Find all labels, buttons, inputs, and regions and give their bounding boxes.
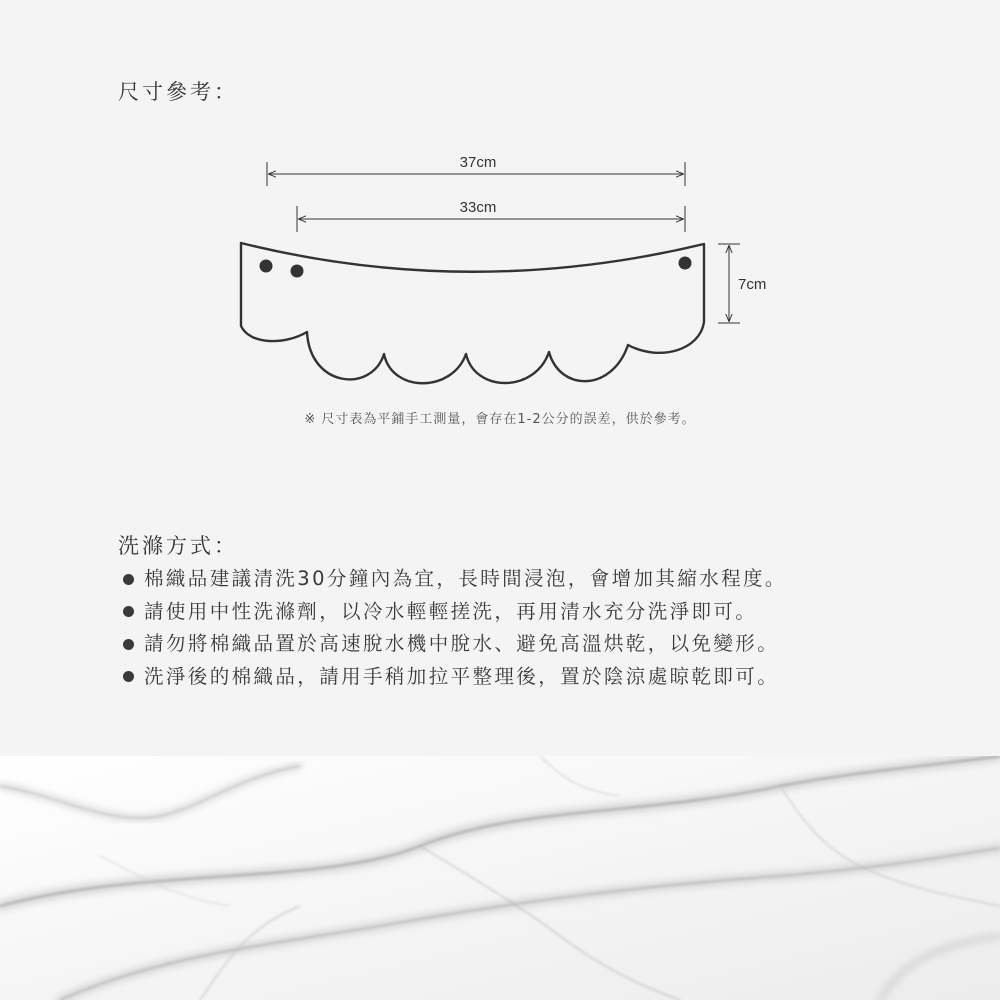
washing-instruction-text: 請勿將棉織品置於高速脫水機中脫水、避免高溫烘乾，以免變形。 bbox=[144, 632, 780, 655]
washing-method-heading: 洗滌方式： bbox=[118, 534, 238, 558]
outer-width-dimension bbox=[267, 154, 685, 186]
inner-width-dimension bbox=[297, 199, 685, 232]
list-item bbox=[118, 628, 787, 661]
washing-instructions-list bbox=[118, 563, 787, 693]
snap-button-3 bbox=[679, 257, 692, 270]
bullet-icon bbox=[123, 671, 134, 682]
marble-background-image bbox=[0, 756, 1000, 1000]
list-item bbox=[118, 596, 787, 629]
list-item bbox=[118, 563, 787, 596]
size-reference-heading: 尺寸參考： bbox=[118, 80, 238, 104]
bullet-icon bbox=[123, 639, 134, 650]
height-dimension bbox=[718, 244, 766, 323]
list-item bbox=[118, 661, 787, 694]
measurement-note: ※ 尺寸表為平鋪手工測量，會存在1-2公分的誤差，供於參考。 bbox=[304, 412, 696, 427]
washing-instruction-text: 洗淨後的棉織品，請用手稍加拉平整理後，置於陰涼處晾乾即可。 bbox=[144, 664, 780, 688]
size-diagram bbox=[0, 140, 1000, 400]
height-label: 7cm bbox=[738, 276, 767, 293]
inner-width-label: 33cm bbox=[459, 199, 497, 216]
washing-instruction-text: 棉織品建議清洗30分鐘內為宜，長時間浸泡，會增加其縮水程度。 bbox=[144, 567, 787, 590]
washing-instruction-text: 請使用中性洗滌劑，以冷水輕輕搓洗，再用清水充分洗淨即可。 bbox=[144, 599, 758, 623]
bullet-icon bbox=[123, 574, 134, 585]
snap-button-1 bbox=[260, 260, 273, 273]
outer-width-label: 37cm bbox=[459, 154, 497, 171]
bib-outline bbox=[241, 243, 704, 383]
snap-button-2 bbox=[291, 265, 304, 278]
bullet-icon bbox=[123, 606, 134, 617]
